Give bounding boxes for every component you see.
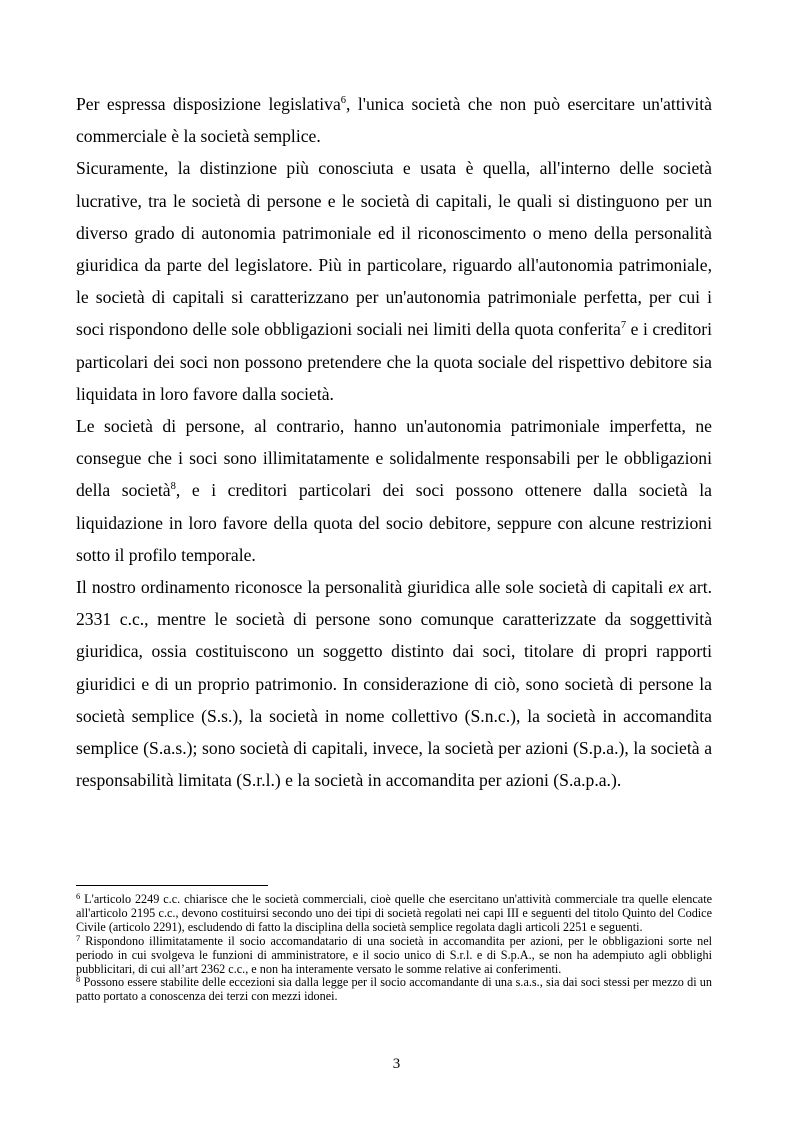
footnote-marker-7: 7 xyxy=(76,932,81,943)
paragraph-3 xyxy=(76,410,712,571)
footnote-ref-7[interactable]: 7 xyxy=(620,320,627,332)
footnote-ref-6[interactable]: 6 xyxy=(340,95,347,106)
paragraph-4-text-a: Il nostro ordinamento riconosce la personalità giuridica alle sole società di capitali xyxy=(76,577,669,598)
latin-term-ex: ex xyxy=(668,577,684,598)
paragraph-3-text-b: , e i creditori particolari dei soci possono ottenere dalla società la liquidazione in loro favore della quota del socio debitore, seppure con alcune restrizioni sotto il profilo temporale. xyxy=(76,480,712,565)
paragraph-1 xyxy=(76,88,712,152)
footnote-7-text: Rispondono illimitatamente il socio accomandatario di una società in accomandita per azioni, per le obbligazioni sorte nel periodo in cui svolgeva le funzioni di amministratore, e il socio unico di S.r.l. e di S.p.A., se non ha adempiuto agli obblighi pubblicitari, di cui all’art 2362 c.c., e non ha interamente versato le somme relative ai conferimenti. xyxy=(76,933,712,976)
footnote-8 xyxy=(76,976,712,1004)
paragraph-3-text-a: Le società di persone, al contrario, hanno un'autonomia patrimoniale imperfetta, ne consegue che i soci sono illimitatamente e solidalmente responsabili per le obbligazioni della società xyxy=(76,416,712,501)
body-text xyxy=(76,88,712,796)
paragraph-2-text-a: Sicuramente, la distinzione più conosciuta e usata è quella, all'interno delle società lucrative, tra le società di persone e le società di capitali, le quali si distinguono per un diverso grado di autonomia patrimoniale ed il riconoscimento o meno della personalità giuridica da parte del legislatore. Più in particolare, riguardo all'autonomia patrimoniale, le società di capitali si caratterizzano per un'autonomia patrimoniale perfetta, per cui i soci rispondono delle sole obbligazioni sociali nei limiti della quota conferita xyxy=(76,158,712,340)
footnote-marker-6: 6 xyxy=(76,891,81,901)
paragraph-1-text-b: , l'unica società che non può esercitare un'attività commerciale è la società semplice. xyxy=(76,94,712,147)
footnote-marker-8: 8 xyxy=(76,974,81,985)
footnote-6 xyxy=(76,893,712,935)
paragraph-4-text-b: art. 2331 c.c., mentre le società di persone sono comunque caratterizzate da soggettività giuridica, ossia costituiscono un soggetto distinto dai soci, titolare di propri rapporti giuridici e di un proprio patrimonio. In considerazione di ciò, sono società di persone la società semplice (S.s.), la società in nome collettivo (S.n.c.), la società in accomandita semplice (S.a.s.); sono società di capitali, invece, la società per azioni (S.p.a.), la società a responsabilità limitata (S.r.l.) e la società in accomandita per azioni (S.a.p.a.). xyxy=(76,577,712,791)
footnotes xyxy=(76,893,712,1004)
paragraph-4 xyxy=(76,571,712,796)
footnote-ref-8[interactable]: 8 xyxy=(170,481,176,493)
page-number: 3 xyxy=(392,1056,401,1072)
footnote-7 xyxy=(76,932,712,977)
footnote-8-text: Possono essere stabilite delle eccezioni sia dalla legge per il socio accomandante di una s.a.s., sia dai soci stessi per mezzo di un patto portato a conoscenza dei terzi con mezzi idonei. xyxy=(76,975,712,1004)
paragraph-2 xyxy=(76,152,712,410)
paragraph-1-text-a: Per espressa disposizione legislativa xyxy=(76,94,341,114)
footnote-separator xyxy=(76,885,268,886)
paragraph-2-text-b: e i creditori particolari dei soci non possono pretendere che la quota sociale del rispettivo debitore sia liquidata in loro favore dalla società. xyxy=(76,319,712,404)
footnote-6-text: L'articolo 2249 c.c. chiarisce che le società commerciali, cioè quelle che esercitano un'attività commerciale tra quelle elencate all'articolo 2195 c.c., devono costituirsi secondo uno dei tipi di società regolati nei capi III e seguenti del titolo Quinto del Codice Civile (articolo 2291), escludendo di fatto la disciplina della società semplice regolata dagli articoli 2251 e seguenti. xyxy=(76,892,712,934)
